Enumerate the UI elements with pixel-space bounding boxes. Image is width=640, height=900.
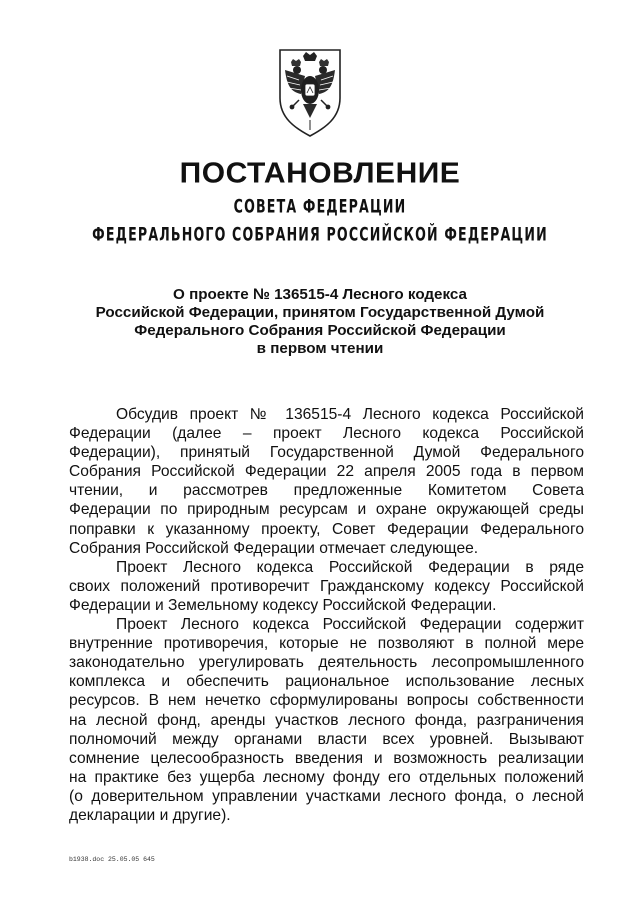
- paragraph-3-line: ресурсов. В нем нечетко сформулированы вопросы собственности: [69, 692, 584, 710]
- paragraph-1-line: Федерации), принятый Государственной Думой Федерального: [69, 444, 584, 462]
- subject-line: в первом чтении: [256, 340, 384, 357]
- paragraph-3-line: законодательно урегулировать деятельность лесопромышленного: [69, 654, 584, 672]
- paragraph-3-line: Проект Лесного кодекса Российской Федерации содержит: [116, 616, 584, 634]
- document-body: [69, 405, 584, 825]
- paragraph-3-line: (о доверительном управлении участками лесного фонда, о лесной: [69, 787, 584, 805]
- paragraph-3-line: на практике без ущерба лесному фонду его отдельных положений: [69, 768, 584, 786]
- paragraph-3-line: на лесной фонд, аренды участков лесного фонда, разграничения: [69, 711, 584, 729]
- document-title: ПОСТАНОВЛЕНИЕ: [179, 157, 461, 190]
- subject-line: Российской Федерации, принятом Государственной Думой: [95, 304, 545, 321]
- paragraph-1-line: Федерации (далее – проект Лесного кодекса Российской: [69, 425, 584, 443]
- issuer-line-2: ФЕДЕРАЛЬНОГО СОБРАНИЯ РОССИЙСКОЙ ФЕДЕРАЦИИ: [92, 223, 548, 246]
- paragraph-1-line: Федерации по природным ресурсам и охране окружающей среды: [69, 501, 584, 519]
- paragraph-3-line: внутренние противоречия, которые не позволяют в полной мере: [69, 635, 584, 653]
- paragraph-3-line: сомнение целесообразность введения и возможность реализации: [69, 749, 584, 767]
- paragraph-1-line: Обсудив проект № 136515-4 Лесного кодекса Российской: [116, 406, 584, 423]
- file-reference-footer: b1938.doc 25.05.05 645: [69, 856, 155, 863]
- paragraph-2-line: своих положений противоречит Гражданскому кодексу Российской: [69, 577, 584, 595]
- paragraph-3-line: полномочий между органами власти всех уровней. Вызывают: [69, 730, 584, 748]
- issuer-line-1: СОВЕТА ФЕДЕРАЦИИ: [233, 195, 407, 218]
- paragraph-3-line: декларации и другие).: [69, 806, 231, 824]
- coat-of-arms-emblem: [275, 46, 345, 138]
- subject-line: Федерального Собрания Российской Федерации: [134, 322, 506, 339]
- paragraph-1-line: Собрания Российской Федерации отмечает следующее.: [69, 539, 479, 557]
- paragraph-1-line: поправки к указанному проекту, Совет Федерации Федерального: [69, 520, 584, 538]
- subject-heading: [60, 286, 580, 358]
- paragraph-2-line: Федерации и Земельному кодексу Российской Федерации.: [69, 596, 497, 614]
- paragraph-1-line: чтении, и рассмотрев предложенные Комитетом Совета: [69, 482, 584, 500]
- paragraph-3-line: комплекса и обеспечить рациональное использование лесных: [69, 673, 584, 691]
- subject-line: О проекте № 136515-4 Лесного кодекса: [173, 286, 467, 303]
- paragraph-1-line: Собрания Российской Федерации 22 апреля 2005 года в первом: [69, 463, 584, 481]
- paragraph-2-line: Проект Лесного кодекса Российской Федерации в ряде: [116, 558, 584, 576]
